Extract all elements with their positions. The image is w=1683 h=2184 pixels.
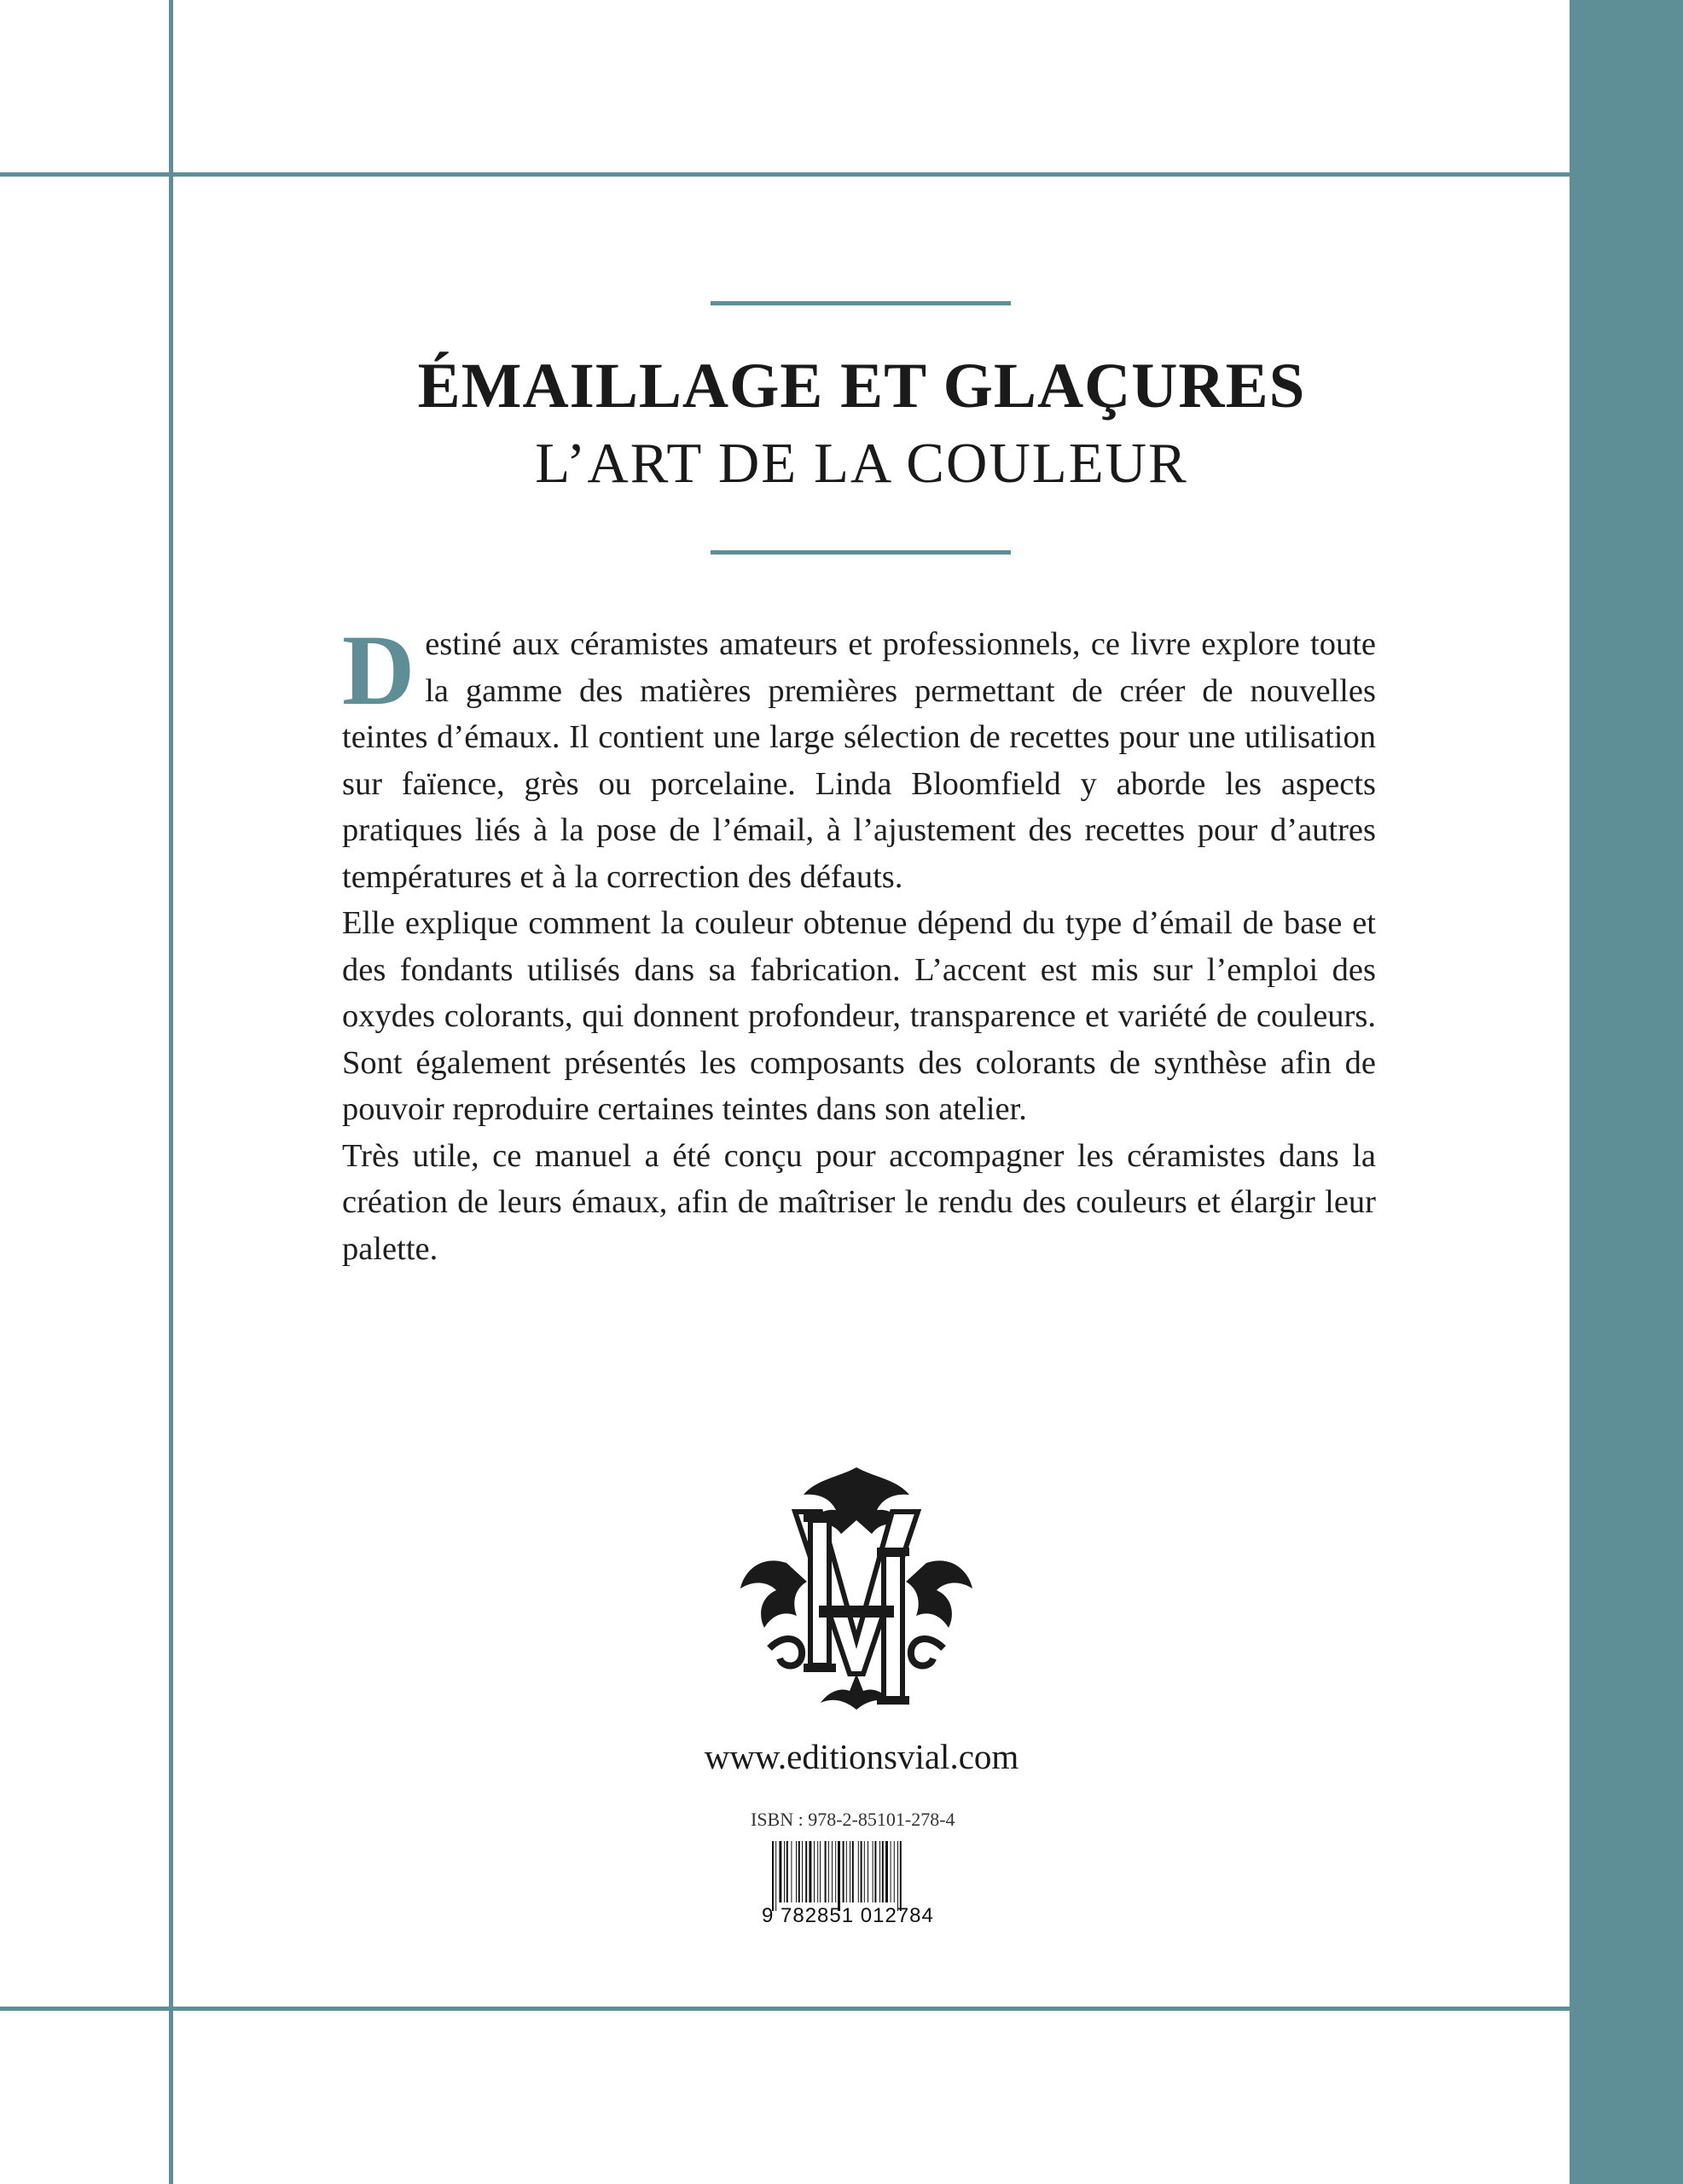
frame-horizontal-bottom (0, 2007, 1570, 2011)
spine-band (1570, 0, 1683, 2184)
paragraph-1-text: estiné aux céramistes amateurs et professionnels, ce livre explore toute la gamme des matières premières permettant de créer de nouvelles teintes d’émaux. Il contient une large sélection de recettes pour une utilisation sur faïence, grès ou porcelaine. Linda Bloomfield y aborde les aspects pratiques liés à la pose de l’émail, à l’ajustement des recettes pour d’autres températures et à la correction des défauts. (342, 626, 1376, 895)
barcode-digits: 9 782851 012784 (762, 1904, 934, 1927)
frame-vertical-left (169, 0, 173, 2184)
description-paragraph-3: Très utile, ce manuel a été conçu pour accompagner les céramistes dans la création de leurs émaux, afin de maîtriser le rendu des couleurs et élargir leur palette. (342, 1137, 1376, 1267)
ornate-vh-monogram-icon (735, 1461, 978, 1716)
book-title: ÉMAILLAGE ET GLAÇURES (417, 351, 1306, 421)
description-paragraph-2: Elle explique comment la couleur obtenue dépend du type d’émail de base et des fondants utilisés dans sa fabrication. L’accent est mis sur l’emploi des oxydes colorants, qui donnent profondeur, transparence et variété de couleurs. Sont également présentés les composants des colorants de synthèse afin de pouvoir reproduire certaines teintes dans son atelier. (342, 905, 1376, 1127)
isbn-label: ISBN : 978-2-85101-278-4 (751, 1809, 955, 1830)
dropcap-letter: D (342, 614, 415, 726)
title-rule-top (711, 301, 1011, 305)
book-description (342, 614, 1376, 1272)
description-paragraph-1 (342, 614, 1376, 900)
title-rule-bottom (711, 550, 1011, 555)
frame-horizontal-top (0, 172, 1570, 177)
publisher-website: www.editionsvial.com (704, 1737, 1019, 1776)
book-subtitle: L’ART DE LA COULEUR (535, 432, 1188, 495)
